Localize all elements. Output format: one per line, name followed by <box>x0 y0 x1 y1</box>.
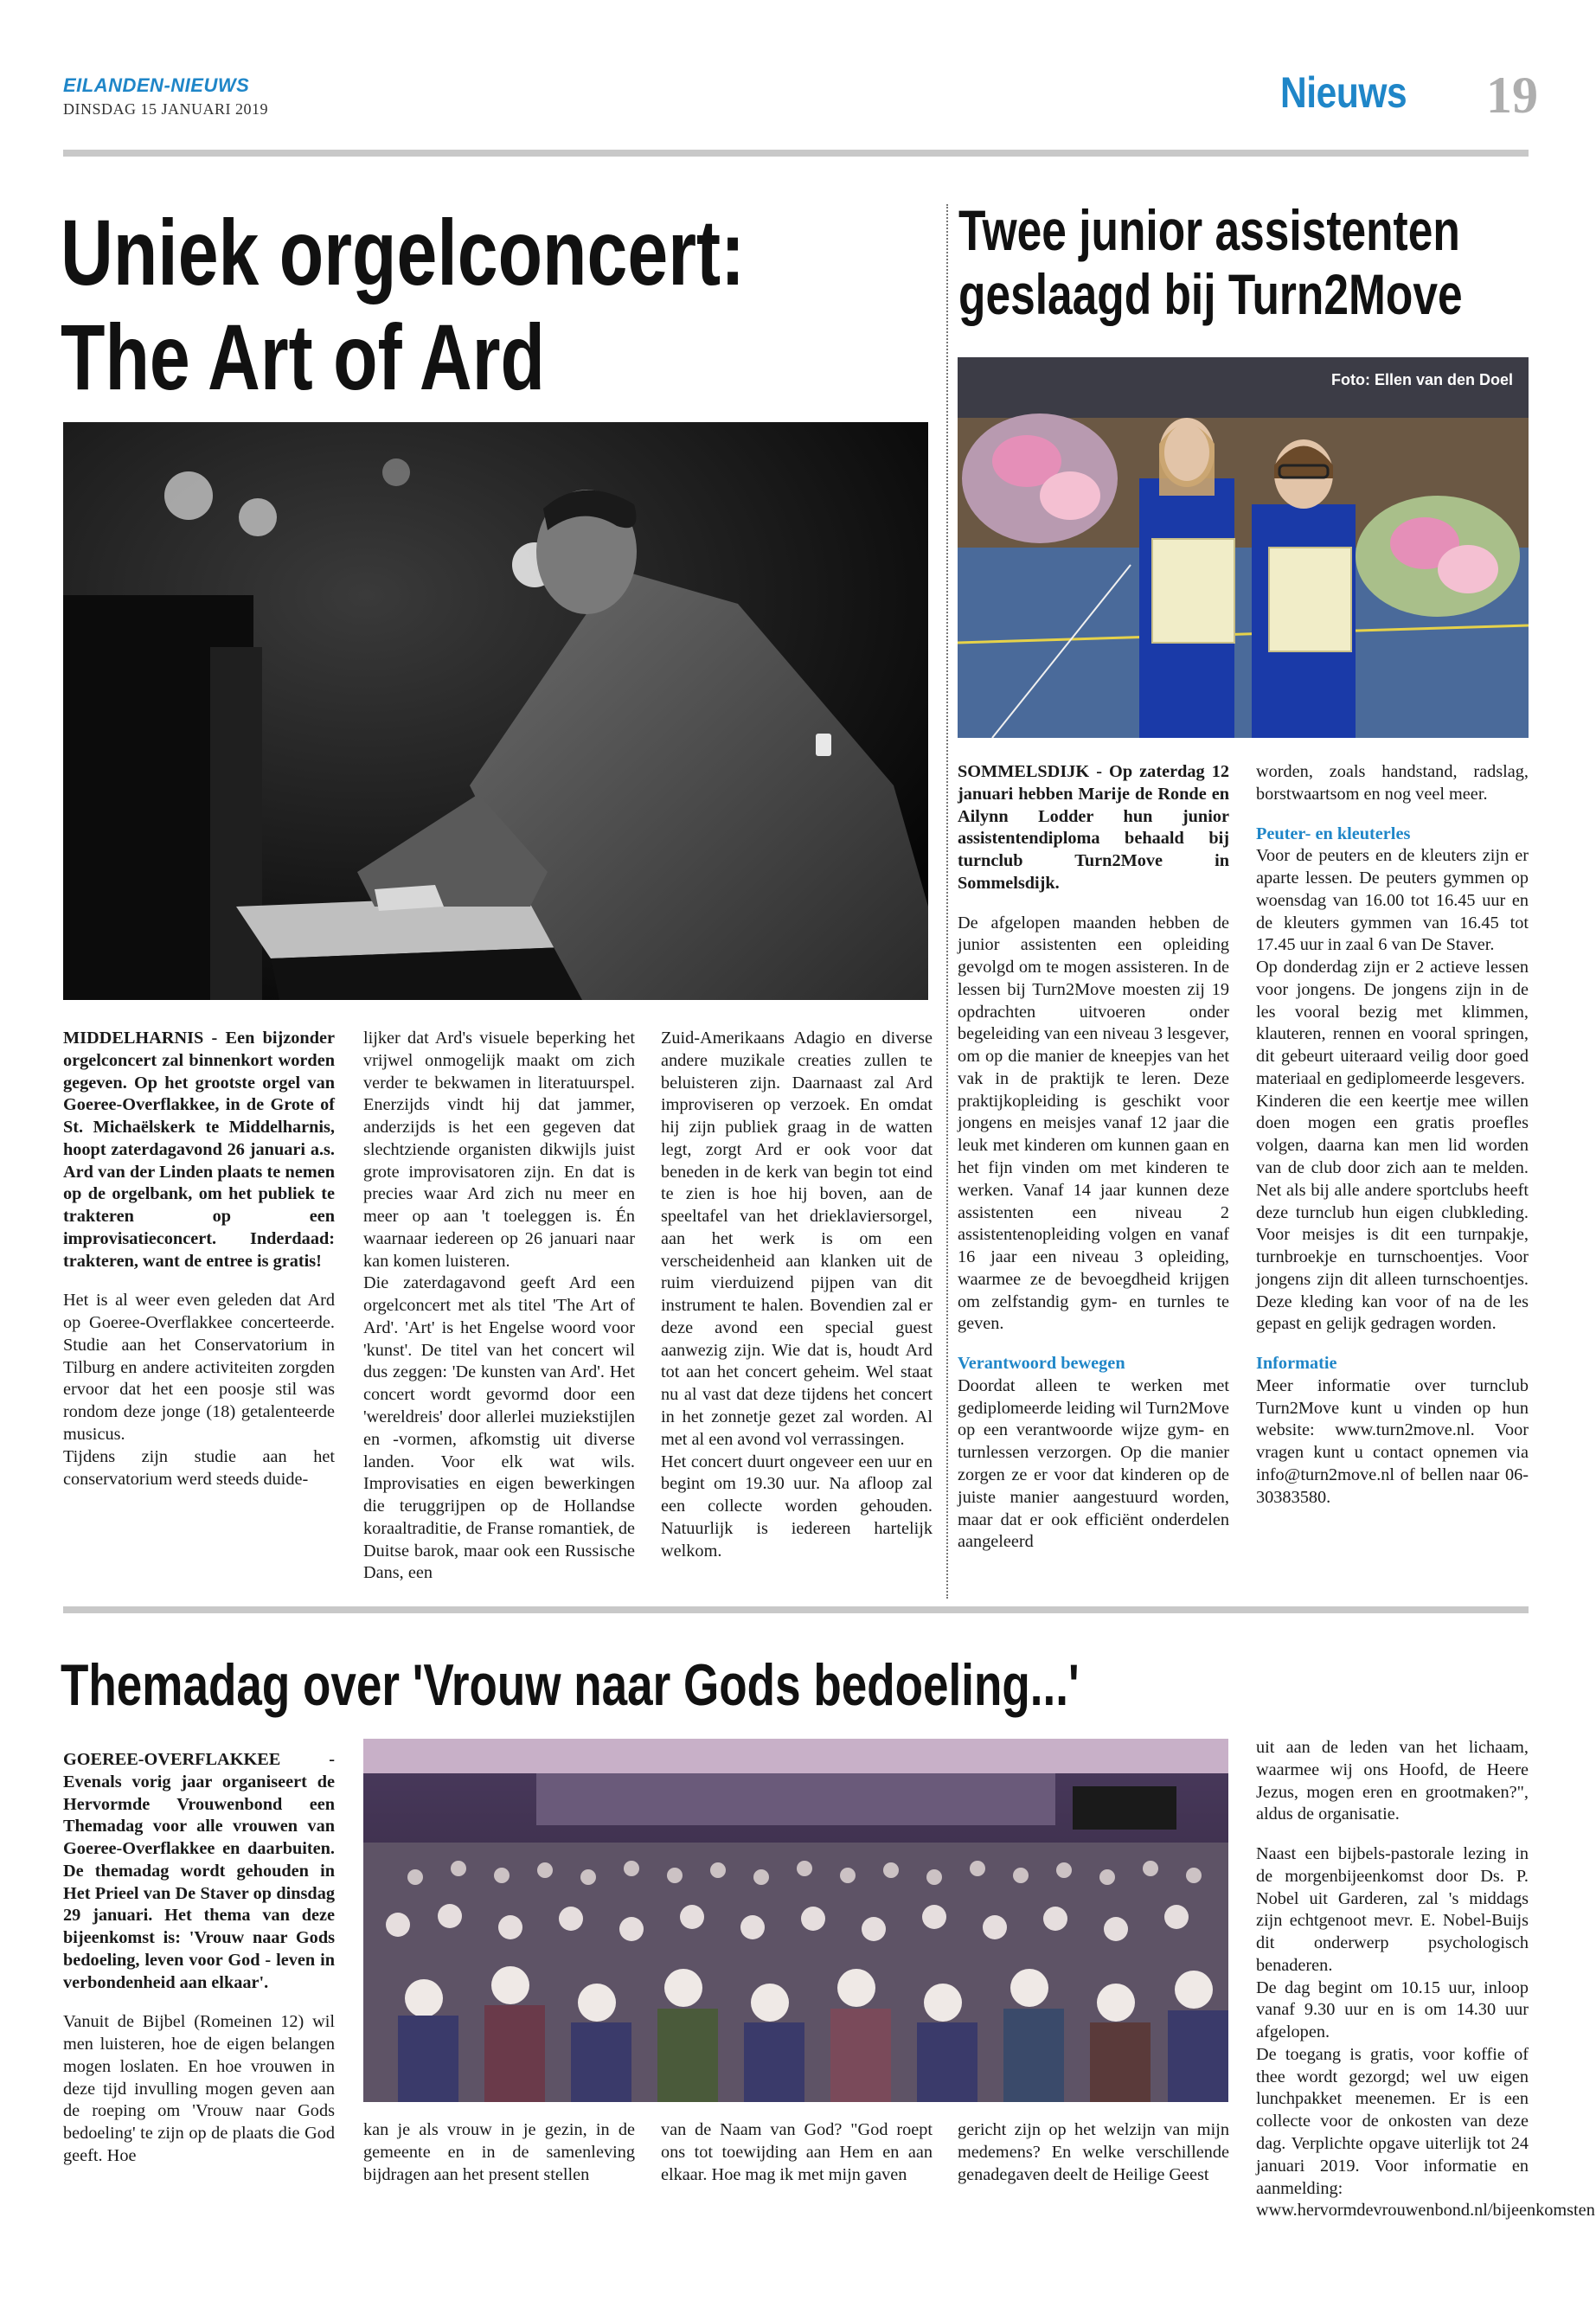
article1-headline-line1: Uniek orgelconcert: <box>61 200 746 304</box>
article3-column3 <box>661 2119 933 2186</box>
article1-column1 <box>63 1028 335 1490</box>
article1-paragraph: Het concert duurt ongeveer een uur en begint om 19.30 uur. Na afloop zal een collecte worden gehouden. Natuurlijk is iedereen hartelijk welkom. <box>661 1452 933 1561</box>
article1-paragraph: Zuid-Amerikaans Adagio en diverse andere muzikale creaties zullen te beluisteren zijn. Daarnaast zal Ard improviseren op verzoek. En omdat hij zijn publiek graag in de watten legt, zorgt Ard er ook voor dat beneden in de kerk van begin tot eind te zien is hoe hij boven, aan de speeltafel van het drieklaviersorgel, aan het werk is om een verscheidenheid aan klanken uit de ruim vierduizend pijpen van dit instrument te halen. Bovendien zal er deze avond een special guest aanwezig zijn. Wie dat is, houdt Ard tot aan het concert geheim. Wel staat nu al vast dat deze tijdens het concert in het zonnetje gezet zal worden. Al met al een avond vol verrassingen. <box>661 1029 933 1449</box>
article3-column5 <box>1256 1737 1595 2222</box>
section-rule <box>63 1606 1529 1613</box>
article3-lead: GOEREE-OVERFLAKKEE - Evenals vorig jaar organiseert de Hervormde Vrouwenbond een Themadag voor alle vrouwen van Goeree-Overflakkee en daarbuiten. De themadag wordt gehouden in Het Prieel van De Staver op dinsdag 29 januari. Het thema van deze bijeenkomst is: 'Vrouw naar Gods bedoeling, leven voor God - leven in verbondenheid aan elkaar'. <box>63 1750 335 1992</box>
article3-paragraph: De dag begint om 10.15 uur, inloop vanaf 9.30 uur en is om 14.30 uur afgelopen. <box>1256 1977 1529 2042</box>
article2-headline-line1: Twee junior assistenten <box>958 198 1460 262</box>
article2-column2 <box>1256 761 1529 1509</box>
article3-column4 <box>958 2119 1229 2186</box>
article3-paragraph: uit aan de leden van het lichaam, waarmee wij ons Hoofd, de Heere Jezus, mogen eren en grootmaken?", aldus de organisatie. <box>1256 1738 1529 1824</box>
article3-paragraph: van de Naam van God? "God roept ons tot toewijding aan Hem en aan elkaar. Hoe mag ik met mijn gaven <box>661 2120 933 2184</box>
pianist-illustration <box>63 422 928 1000</box>
article2-headline <box>958 199 1566 327</box>
article2-paragraph: Kinderen die een keertje mee willen doen mogen een gratis proefles volgen, daarna kan men lid worden van de club door zich aan te melden. Net als bij alle andere sportclubs heeft deze turnclub hun eigen clubkleding. Voor meisjes is dit een turnpakje, turnbroekje en turnschoentjes. Voor jongens zijn dit alleen turnschoentjes. Deze kleding kan voor of na de les gepast en gelijk gedragen worden. <box>1256 1091 1529 1334</box>
article2-paragraph: Doordat alleen te werken met gediplomeerde leiding wil Turn2Move op een verantwoorde wijze gym- en turnlessen verzorgen. Op die manier zorgen ze er voor dat kinderen op de juiste manier aangestuurd worden, maar dat er ook efficiënt onderdelen aangeleerd <box>958 1375 1229 1552</box>
section-title: Nieuws <box>1280 68 1407 117</box>
page-number: 19 <box>1486 67 1538 124</box>
article1-lead: MIDDELHARNIS - Een bijzonder orgelconcert zal binnenkort worden gegeven. Op het grootste orgel van Goeree-Overflakkee, in de Grote of St. Michaëlskerk te Middelharnis, hoopt zaterdagavond 26 januari a.s. Ard van der Linden plaats te nemen op de orgelbank, om het publiek te trakteren op een improvisatieconcert. Inderdaad: trakteren, want de entree is gratis! <box>63 1029 335 1271</box>
article2-column1 <box>958 761 1229 1554</box>
article1-column2 <box>363 1028 635 1585</box>
article1-headline <box>61 201 938 410</box>
article2-lead: SOMMELSDIJK - Op zaterdag 12 januari hebben Marije de Ronde en Ailynn Lodder hun junior assistentendiploma behaald bij turnclub Turn2Move in Sommelsdijk. <box>958 762 1229 893</box>
article1-paragraph: lijker dat Ard's visuele beperking het vrijwel onmogelijk maakt om zich verder te bekwamen in literatuurspel. Enerzijds vindt hij dat jammer, anderzijds is het een gegeven dat slechtziende organisten dikwijls juist grote improvisatoren zijn. En dat is precies waar Ard zich nu meer en meer op aan 't toeleggen is. Én waarnaar iedereen op 26 januari naar kan komen luisteren. <box>363 1029 635 1271</box>
article1-column3 <box>661 1028 933 1562</box>
article2-subhead: Verantwoord bewegen <box>958 1354 1125 1374</box>
article1-headline-line2: The Art of Ard <box>61 304 545 409</box>
article1-paragraph: Tijdens zijn studie aan het conservatorium werd steeds duide- <box>63 1446 335 1489</box>
article1-paragraph: Het is al weer even geleden dat Ard op Goeree-Overflakkee concerteerde. Studie aan het Conservatorium in Tilburg en andere activiteiten zorgden ervoor dat het een poosje stil was rondom deze jonge (18) getalenteerde musicus. <box>63 1291 335 1445</box>
article3-paragraph: Vanuit de Bijbel (Romeinen 12) wil men luisteren, hoe de eigen belangen mogen loslaten. En hoe vrouwen in deze tijd invulling mogen geven aan de roeping om 'Vrouw naar Gods bedoeling' te zijn op de plaats die God geeft. Hoe <box>63 2012 335 2166</box>
article2-headline-line2: geslaagd bij Turn2Move <box>958 261 1463 326</box>
article3-paragraph: De toegang is gratis, voor koffie of thee wordt gezorgd; wel uw eigen lunchpakket meenemen. Er is een collecte voor de onkosten van deze dag. Verplichte opgave uiterlijk tot 24 januari 2019. Voor informatie en aanmelding: www.hervormdevrouwenbond.nl/bijeenkomsten <box>1256 2044 1595 2221</box>
article1-paragraph: Die zaterdagavond geeft Ard een orgelconcert met als titel 'The Art of Ard'. 'Art' is het Engelse woord voor 'kunst'. De titel van het concert wil dus zeggen: 'De kunsten van Ard'. Het concert wordt gevormd door een 'wereldreis' door allerlei muziekstijlen en -vormen, afkomstig uit diverse landen. Voor elk wat wils. Improvisaties en eigen bewerkingen die teruggrijpen op de Hollandse koraaltraditie, de Franse romantiek, de Duitse barok, maar ook een Russische Dans, een <box>363 1273 635 1583</box>
issue-date: DINSDAG 15 JANUARI 2019 <box>63 100 269 118</box>
article3-headline: Themadag over 'Vrouw naar Gods bedoeling...' <box>61 1652 1080 1718</box>
article2-paragraph: worden, zoals handstand, radslag, borstwaartsom en nog veel meer. <box>1256 762 1529 804</box>
pianist-photo <box>63 422 928 1000</box>
article2-paragraph: Meer informatie over turnclub Turn2Move kunt u vinden op hun website: www.turn2move.nl. Voor vragen kunt u contact opnemen via info@turn2move.nl of bellen naar 06-30383580. <box>1256 1375 1529 1507</box>
photo-credit: Foto: Ellen van den Doel <box>1330 371 1513 388</box>
article2-subhead: Informatie <box>1256 1354 1337 1374</box>
newspaper-logo: EILANDEN-NIEUWS <box>63 74 250 96</box>
article3-paragraph: gericht zijn op het welzijn van mijn medemens? En welke verschillende genadegaven deelt de Heilige Geest <box>958 2120 1229 2184</box>
article3-paragraph: kan je als vrouw in je gezin, in de gemeente en in de samenleving bijdragen aan het present stellen <box>363 2120 635 2184</box>
article3-paragraph: Naast een bijbels-pastorale lezing in de morgenbijeenkomst door Ds. P. Nobel uit Garderen, zal 's middags zijn echtgenoot mevr. E. Nobel-Buijs dit onderwerp psychologisch benaderen. <box>1256 1844 1529 1975</box>
audience-illustration <box>363 1739 1228 2102</box>
audience-photo <box>363 1739 1228 2102</box>
article3-column1 <box>63 1749 335 2168</box>
article2-paragraph: Voor de peuters en de kleuters zijn er aparte lessen. De peuters gymmen op woensdag van 16.00 tot 16.45 uur en de kleuters gymmen van 16.45 tot 17.45 uur in zaal 6 van De Staver. <box>1256 846 1529 955</box>
column-separator <box>946 204 948 1599</box>
gymnasts-illustration <box>958 357 1529 738</box>
gymnasts-photo <box>958 357 1529 738</box>
article2-subhead: Peuter- en kleuterles <box>1256 824 1411 843</box>
top-rule <box>63 150 1529 157</box>
article3-column2 <box>363 2119 635 2186</box>
article2-paragraph: De afgelopen maanden hebben de junior assistenten een opleiding gevolgd om te mogen assisteren. In de lessen bij Turn2Move moesten zij 19 opdrachten uitvoeren onder begeleiding van een niveau 3 lesgever, om op die manier de kneepjes van het vak in de praktijk te leren. Deze praktijkopleiding is geschikt voor jongens en meisjes vanaf 12 jaar die leuk met kinderen om kunnen gaan en het fijn vinden om met kinderen te werken. Vanaf 14 jaar kunnen deze assistenten een niveau 2 assistentenopleiding volgen en vanaf 16 jaar een niveau 3 opleiding, waarmee ze de bevoegdheid krijgen om zelfstandig gym- en turnles te geven. <box>958 913 1229 1334</box>
article2-paragraph: Op donderdag zijn er 2 actieve lessen voor jongens. De jongens zijn in de les vooral bezig met klimmen, klauteren, rennen en vooral springen, dit gebeurt uiteraard veilig door goed materiaal en gediplomeerde lesgevers. <box>1256 958 1529 1088</box>
